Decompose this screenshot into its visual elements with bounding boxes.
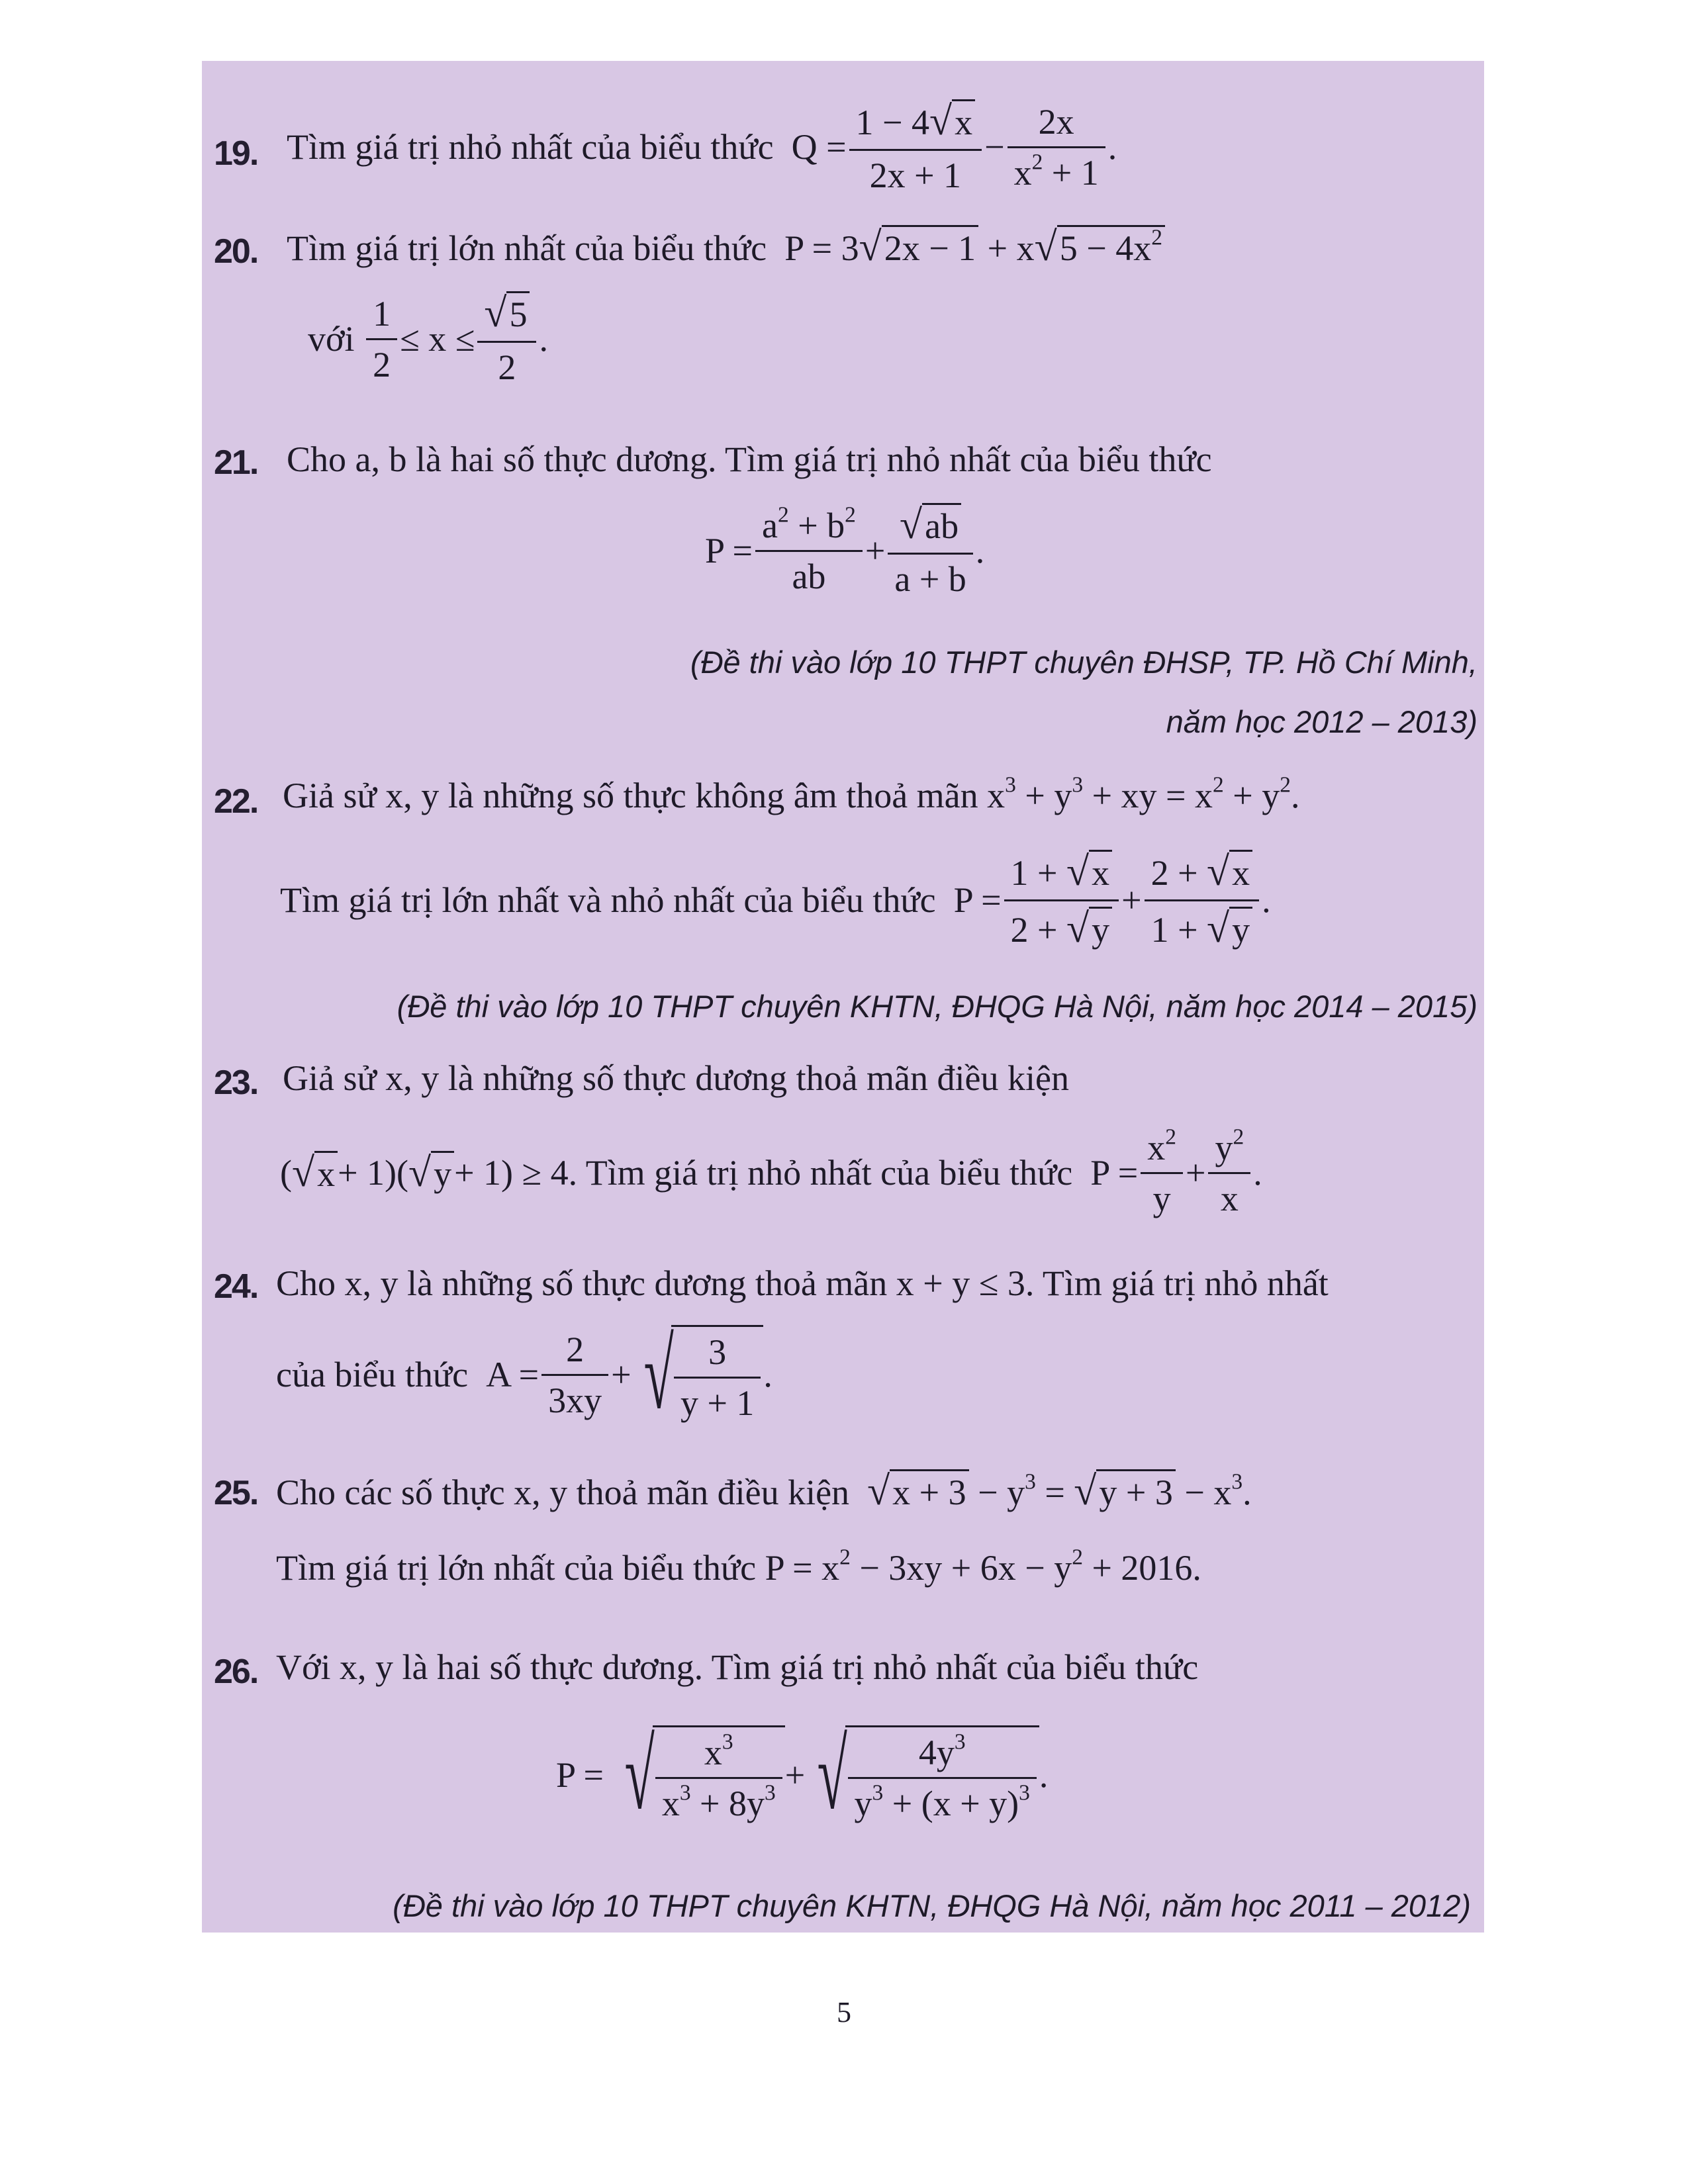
source-note: (Đề thi vào lớp 10 THPT chuyên KHTN, ĐHQG Hà Nội, năm học 2011 – 2012) <box>393 1888 1471 1923</box>
problem-number: 23. <box>214 1064 258 1102</box>
formula-line: của biểu thức A = $\frac{2}{3xy}$ + √ $\frac{3}{y + 1}$ . <box>276 1320 773 1430</box>
source-note: (Đề thi vào lớp 10 THPT chuyên KHTN, ĐHQG Hà Nội, năm học 2014 – 2015) <box>397 989 1477 1024</box>
condition-line: ( √x + 1)( √y + 1) ≥ 4. Tìm giá trị nhỏ nhất của biểu thức P = $\frac{x^2}{y}$ + $\frac{y^2}{x}$ . <box>280 1124 1262 1218</box>
problem-number: 25. <box>214 1474 258 1512</box>
radical: √ $\frac{4y^3}{y^3 + (x + y)^3}$ <box>805 1725 1039 1825</box>
fraction: $\frac{4y^3}{y^3 + (x + y)^3}$ <box>848 1735 1037 1821</box>
fraction: $\frac{a^2 + b^2}{ab}$ <box>755 508 863 594</box>
fraction: $\frac{1 - 4√x}{2x + 1}$ <box>849 101 982 193</box>
formula: P = $\frac{a^2 + b^2}{ab}$ + $\frac{√ab}{a + b}$ . <box>705 502 985 599</box>
fraction: $\frac{√ab}{a + b}$ <box>888 504 972 596</box>
exercise-panel <box>202 61 1484 1933</box>
problem-text: Tìm giá trị lớn nhất của biểu thức $P = 3√2x - 1 + x√5 - 4x^2$ <box>287 226 1165 267</box>
problem-number: 21. <box>214 443 258 482</box>
fraction: $\frac{x^2}{y}$ <box>1141 1130 1183 1216</box>
problem-number: 24. <box>214 1267 258 1306</box>
source-note: (Đề thi vào lớp 10 THPT chuyên ĐHSP, TP. Hồ Chí Minh, <box>690 645 1477 680</box>
fraction: $\frac{1}{2}$ <box>366 296 397 383</box>
radical: √ $\frac{3}{y + 1}$ <box>632 1325 764 1424</box>
fraction: $\frac{√5}{2}$ <box>477 293 536 385</box>
problem-number: 22. <box>214 782 258 821</box>
problem-text: Với x, y là hai số thực dương. Tìm giá trị nhỏ nhất của biểu thức <box>276 1647 1199 1687</box>
formula: P = √ $\frac{x^3}{x^3 + 8y^3}$ + √ $\frac{4y^3}{y^3 + (x + y)^3}$ . <box>556 1720 1049 1830</box>
condition: với $\frac{1}{2}$ ≤ x ≤ $\frac{√5}{2}$ . <box>308 291 548 387</box>
problem-text: Giả sử x, y là những số thực dương thoả mãn điều kiện <box>283 1058 1069 1098</box>
problem-text: Giả sử x, y là những số thực không âm thoả mãn $x^3 + y^3$ + xy = $x^2 + y^2$. <box>283 772 1300 815</box>
problem-text: Cho x, y là những số thực dương thoả mãn x + y ≤ 3. Tìm giá trị nhỏ nhất <box>276 1263 1329 1303</box>
page-number: 5 <box>837 1996 851 2028</box>
problem-text: Tìm giá trị nhỏ nhất của biểu thức Q = $\frac{1 - 4√x}{2x + 1}$ − $\frac{2x}{x^2 + 1}$ . <box>287 99 1117 195</box>
problem-number: 26. <box>214 1653 258 1691</box>
formula-line: Tìm giá trị lớn nhất của biểu thức $P = x^2 - 3xy + 6x - y^2 + 2016$. <box>276 1545 1201 1588</box>
fraction: $\frac{2x}{x^2 + 1}$ <box>1008 104 1105 191</box>
fraction: $\frac{2}{3xy}$ <box>541 1332 608 1418</box>
problem-number: 19. <box>214 134 258 173</box>
fraction: $\frac{x^3}{x^3 + 8y^3}$ <box>655 1735 782 1821</box>
problem-text: Cho các số thực x, y thoả mãn điều kiện $√x + 3 - y^3 = √y + 3 - x^3$. <box>276 1469 1252 1514</box>
source-note: năm học 2012 – 2013) <box>1166 704 1477 739</box>
fraction: $\frac{y^2}{x}$ <box>1208 1130 1250 1216</box>
fraction: $\frac{3}{y + 1}$ <box>674 1334 761 1421</box>
problem-text: Cho a, b là hai số thực dương. Tìm giá trị nhỏ nhất của biểu thức <box>287 439 1212 479</box>
formula-line: Tìm giá trị lớn nhất và nhỏ nhất của biểu thức P = $\frac{1 + √x}{2 + √y}$ + $\frac{2 + √x}{1 + √y}$ . <box>280 849 1271 951</box>
fraction: $\frac{2 + √x}{1 + √y}$ <box>1145 851 1260 948</box>
radical: √ $\frac{x^3}{x^3 + 8y^3}$ <box>612 1725 784 1825</box>
problem-number: 20. <box>214 232 258 271</box>
fraction: $\frac{1 + √x}{2 + √y}$ <box>1004 851 1119 948</box>
